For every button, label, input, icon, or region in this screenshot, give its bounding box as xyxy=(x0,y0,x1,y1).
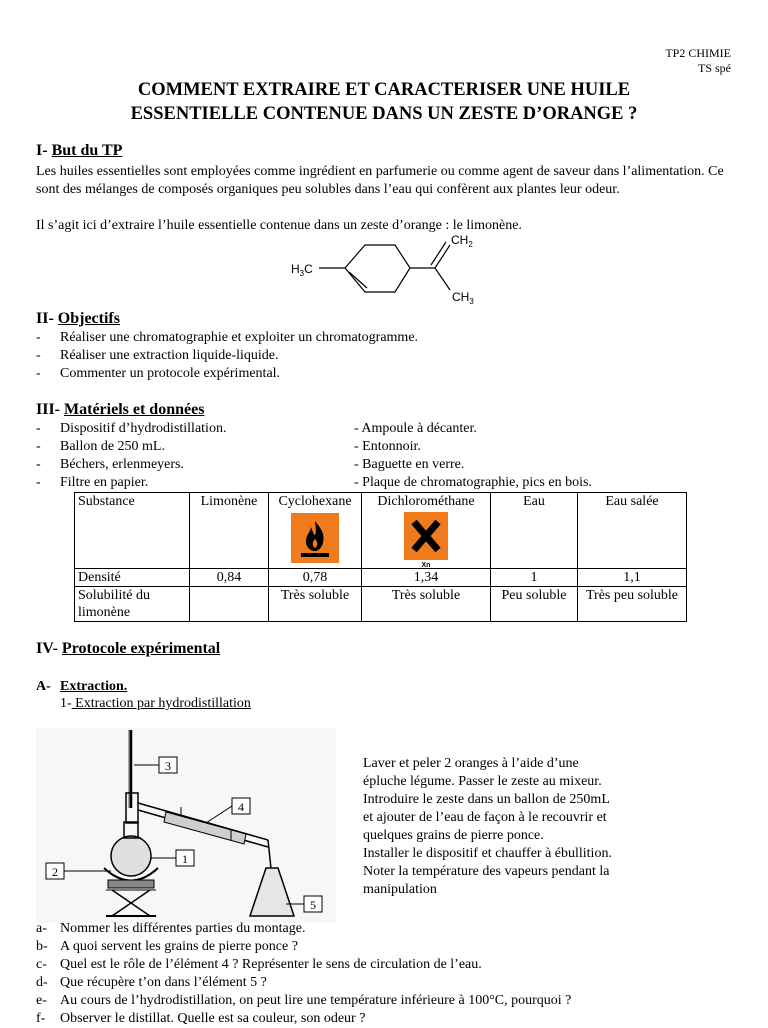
subsection-title: Extraction par hydrodistillation xyxy=(71,696,251,711)
table-cell: Solubilité du limonène xyxy=(75,587,190,622)
table-cell: Eau salée xyxy=(578,493,687,569)
ch2-label: $CH_2$ xyxy=(451,233,473,249)
table-row xyxy=(75,587,687,622)
section-1-paragraph-2: Il s’agit ici d’extraire l’huile essentielle contenue dans un zeste d’orange : le limonène. xyxy=(36,218,522,233)
title-line-1: COMMENT EXTRAIRE ET CARACTERISER UNE HUILE xyxy=(137,80,631,100)
hydrodistillation-diagram xyxy=(36,728,336,923)
list-item: f- Observer le distillat. Quelle est sa couleur, son odeur ? xyxy=(36,1011,366,1026)
subsection-label: A- xyxy=(36,679,51,694)
section-2-heading xyxy=(36,310,120,328)
table-cell: 1,34 xyxy=(362,569,491,587)
table-cell: Limonène xyxy=(190,493,269,569)
table-cell xyxy=(190,587,269,622)
section-number: I- xyxy=(36,142,48,159)
section-4-heading xyxy=(36,640,220,658)
table-cell: Dichlorométhane Xn xyxy=(362,493,491,569)
table-cell: 1,1 xyxy=(578,569,687,587)
subsection-1-heading xyxy=(60,696,251,712)
ch3-label: $CH_3$ xyxy=(452,290,474,306)
objectives-list xyxy=(36,329,418,383)
table-header-row xyxy=(75,493,687,569)
flammable-icon xyxy=(291,513,339,563)
procedure-text: Laver et peler 2 oranges à l’aide d’une épluche légume. Passer le zeste au mixeur. Introduire le zeste dans un ballon de 250mL et ajouter de l’eau de façon à le recouvrir et quelques grains de pierre ponce. Installer le dispositif et chauffer à ébullition. Noter la température des vapeurs pendant la manipulation xyxy=(363,756,612,897)
table-cell: 0,84 xyxy=(190,569,269,587)
section-title: Objectifs xyxy=(57,310,120,327)
header-info xyxy=(665,46,731,76)
substances-table xyxy=(74,492,687,622)
subsection-a-heading xyxy=(36,679,127,695)
xn-label: Xn xyxy=(421,562,431,568)
table-cell: Très soluble xyxy=(269,587,362,622)
section-1-heading xyxy=(36,142,122,160)
title-line-2: ESSENTIELLE CONTENUE DANS UN ZESTE D’ORANGE ? xyxy=(130,104,638,124)
list-item: e- Au cours de l’hydrodistillation, on peut lire une température inférieure à 100°C, pourquoi ? xyxy=(36,993,572,1008)
table-cell: 0,78 xyxy=(269,569,362,587)
questions-list xyxy=(36,920,571,1028)
table-row xyxy=(75,569,687,587)
list-item: - Réaliser une chromatographie et exploiter un chromatogramme. xyxy=(36,330,419,345)
table-cell: Très peu soluble xyxy=(578,587,687,622)
table-cell: Peu soluble xyxy=(491,587,578,622)
list-item: c- Quel est le rôle de l’élément 4 ? Représenter le sens de circulation de l’eau. xyxy=(36,957,482,972)
materials-list xyxy=(36,420,736,492)
list-item: a- Nommer les différentes parties du montage. xyxy=(36,921,306,936)
table-cell: Cyclohexane xyxy=(269,493,362,569)
list-item: - Commenter un protocole expérimental. xyxy=(36,366,281,381)
table-cell: Densité xyxy=(75,569,190,587)
list-item: b- A quoi servent les grains de pierre ponce ? xyxy=(36,939,298,954)
section-title: Protocole expérimental xyxy=(61,640,221,657)
table-cell: Eau xyxy=(491,493,578,569)
methyl-label: $H_3C$ xyxy=(291,262,313,278)
list-item: - Filtre en papier. - Plaque de chromatographie, pics en bois. xyxy=(36,475,592,490)
section-title: But du TP xyxy=(51,142,123,159)
section-3-heading xyxy=(36,401,204,419)
section-number: II- xyxy=(36,310,54,327)
subsection-title: Extraction. xyxy=(60,679,128,694)
diagram-label-5: 5 xyxy=(310,898,316,912)
diagram-label-3: 3 xyxy=(165,759,171,773)
section-number: III- xyxy=(36,401,61,418)
table-cell: Très soluble xyxy=(362,587,491,622)
subsection-label: 1- xyxy=(60,696,72,711)
diagram-label-2: 2 xyxy=(52,865,58,879)
limonene-structure xyxy=(285,230,485,310)
course-label: TP2 CHIMIE xyxy=(665,46,731,60)
section-title: Matériels et données xyxy=(64,401,205,418)
list-item: - Réaliser une extraction liquide-liquide. xyxy=(36,348,279,363)
list-item: - Ballon de 250 mL. - Entonnoir. xyxy=(36,439,421,454)
section-number: IV- xyxy=(36,640,58,657)
table-cell: Substance xyxy=(75,493,190,569)
level-label: TS spé xyxy=(698,61,731,75)
table-cell: 1 xyxy=(491,569,578,587)
harmful-icon xyxy=(404,512,448,568)
list-item: - Béchers, erlenmeyers. - Baguette en verre. xyxy=(36,457,465,472)
diagram-label-4: 4 xyxy=(238,800,244,814)
page-title xyxy=(0,78,768,126)
list-item: d- Que récupère t’on dans l’élément 5 ? xyxy=(36,975,267,990)
diagram-label-1: 1 xyxy=(182,852,188,866)
section-1-paragraph: Les huiles essentielles sont employées comme ingrédient en parfumerie ou comme agent de saveur dans l’alimentation. Ce sont des mélanges de composés organiques peu solubles dans l’eau qui confèrent aux plantes leur odeur. xyxy=(36,164,724,197)
list-item: - Dispositif d’hydrodistillation. - Ampoule à décanter. xyxy=(36,421,477,436)
